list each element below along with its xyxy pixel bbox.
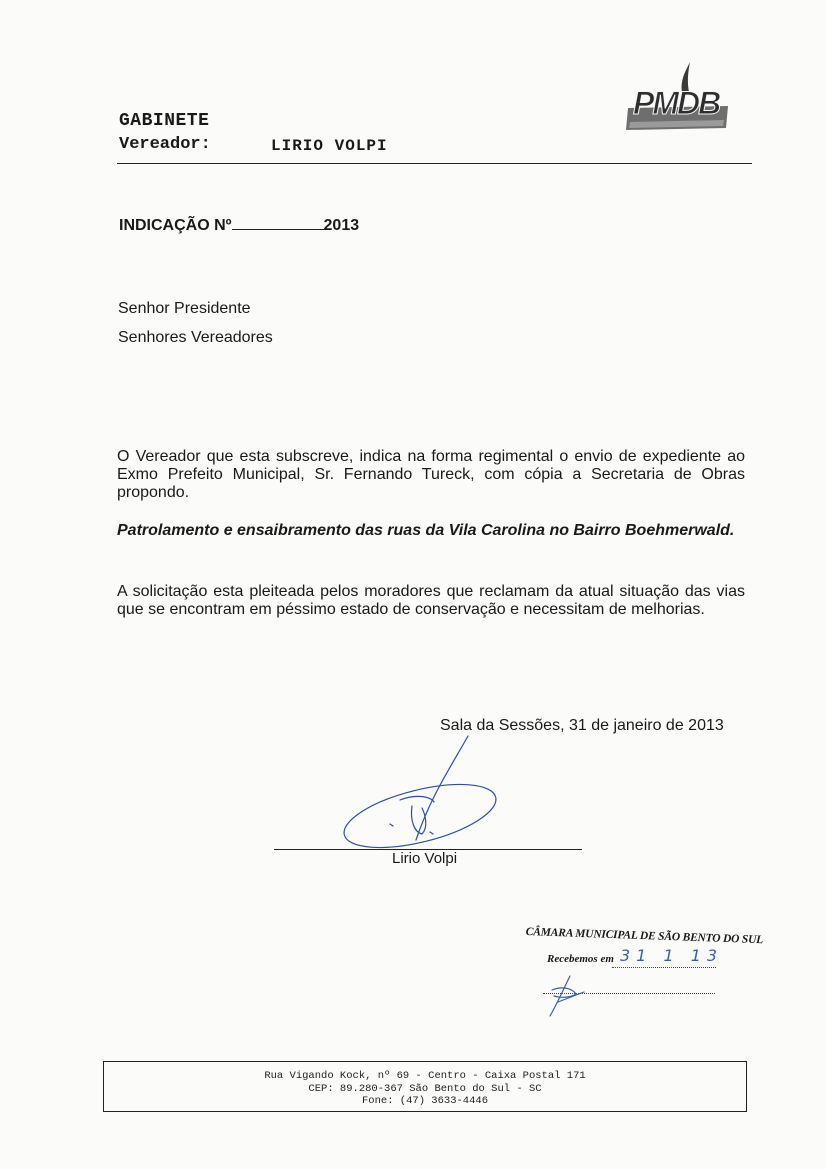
salutation-president: Senhor Presidente [118,300,251,317]
intro-paragraph: O Vereador que esta subscreve, indica na forma regimental o envio de expediente ao Exmo Prefeito Municipal, Sr. Fernando Tureck, com cópia a Secretaria de Obras propondo. [117,448,745,501]
place-and-date: Sala da Sessões, 31 de janeiro de 2013 [440,717,724,734]
footer-phone: Fone: (47) 3633-4446 [361,1095,489,1107]
request-paragraph: Patrolamento e ensaibramento das ruas da Vila Carolina no Bairro Boehmerwald. [117,522,735,539]
councillor-label: Vereador: [119,135,211,154]
header-divider [117,163,752,164]
footer-address: Rua Vigando Kock, nº 69 - Centro - Caixa Postal 171 [264,1070,586,1082]
receipt-stamp-title: CÂMARA MUNICIPAL DE SÃO BENTO DO SUL [525,926,764,947]
footer-address-box [103,1061,747,1112]
logo-text: PMDB [633,85,720,121]
justification-paragraph: A solicitação esta pleiteada pelos moradores que reclamam da atual situação das vias que se encontram em péssimo estado de conservação e necessitam de melhorias. [117,583,745,618]
receipt-initials [540,972,590,1020]
footer-postal: CEP: 89.280-367 São Bento do Sul - SC [308,1083,542,1095]
receipt-stamp-label: Recebemos em [547,953,614,965]
indication-heading [119,215,359,235]
councillor-name: LIRIO VOLPI [271,137,388,155]
indication-year: 2013 [323,217,360,234]
salutation-councillors: Senhores Vereadores [118,329,273,346]
handwritten-signature [330,728,510,868]
receipt-date-line [612,967,716,968]
indication-number-blank [232,215,324,230]
party-logo [624,62,730,134]
office-heading: GABINETE [119,111,210,131]
receipt-stamp-date: 31 1 13 [620,946,724,965]
indication-label: INDICAÇÃO Nº [119,217,232,234]
signatory-name: Lirio Volpi [392,850,458,867]
